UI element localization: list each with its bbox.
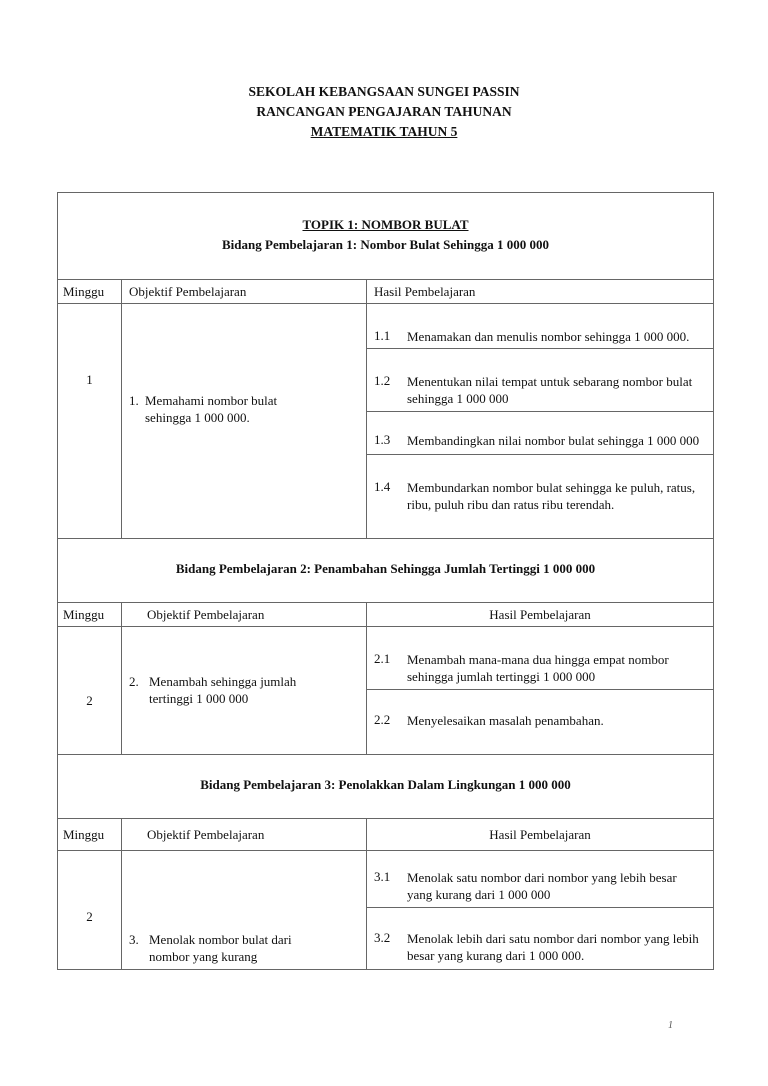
section2-objective-cell <box>121 627 366 754</box>
outcome-number: 1.1 <box>374 328 391 343</box>
section2-row <box>58 627 713 755</box>
col-week-header: Minggu <box>63 607 105 622</box>
col-outcome-header: Hasil Pembelajaran <box>366 603 713 626</box>
school-name: SEKOLAH KEBANGSAAN SUNGEI PASSIN <box>248 84 520 99</box>
outcome-text: Menolak lebih dari satu nombor dari nombor yang lebih besar yang kurang dari 1 000 000. <box>407 931 699 963</box>
section2-outcome-cell <box>366 627 713 754</box>
section1-week-cell <box>58 304 121 538</box>
section3-objective <box>129 931 314 965</box>
document-header <box>0 82 768 142</box>
outcome-1-3 <box>367 411 713 454</box>
objective-text: Menolak nombor bulat dari nombor yang kurang <box>149 932 292 964</box>
section2-title-row <box>58 539 713 603</box>
outcome-number: 2.2 <box>374 712 391 727</box>
section3-week-cell <box>58 851 121 969</box>
objective-number: 1. <box>129 393 139 408</box>
topic-subtitle: Bidang Pembelajaran 1: Nombor Bulat Sehingga 1 000 000 <box>222 237 549 252</box>
outcome-1-4 <box>367 454 713 539</box>
outcome-text: Menolak satu nombor dari nombor yang lebih besar yang kurang dari 1 000 000 <box>407 870 677 902</box>
section2-week-cell <box>58 627 121 754</box>
outcome-text: Menentukan nilai tempat untuk sebarang nombor bulat sehingga 1 000 000 <box>407 374 693 406</box>
section2-week: 2 <box>86 693 93 708</box>
section3-title-row <box>58 755 713 819</box>
outcome-number: 1.4 <box>374 479 391 494</box>
section1-row <box>58 304 713 539</box>
col-outcome-header: Hasil Pembelajaran <box>366 280 713 303</box>
subject-title: MATEMATIK TAHUN 5 <box>310 124 458 139</box>
section1-outcome-cell <box>366 304 713 538</box>
outcome-number: 3.2 <box>374 930 391 945</box>
section3-row <box>58 851 713 969</box>
outcome-3-2 <box>367 907 713 969</box>
col-outcome-header: Hasil Pembelajaran <box>366 819 713 850</box>
section3-week: 2 <box>86 909 93 924</box>
outcome-3-1 <box>367 851 713 907</box>
section3-outcome-cell <box>366 851 713 969</box>
col-objective-header: Objektif Pembelajaran <box>121 603 366 626</box>
section1-week: 1 <box>86 372 93 387</box>
outcome-number: 2.1 <box>374 651 391 666</box>
col-week-header: Minggu <box>63 284 105 299</box>
objective-number: 3. <box>129 932 139 947</box>
section3-objective-cell <box>121 851 366 969</box>
column-header-row <box>58 819 713 851</box>
col-week-header: Minggu <box>63 827 105 842</box>
section2-objective <box>129 673 299 707</box>
topic-title-row <box>58 193 713 280</box>
objective-text: Memahami nombor bulat sehingga 1 000 000. <box>145 393 278 425</box>
section1-objective <box>129 392 289 426</box>
col-objective-header: Objektif Pembelajaran <box>121 280 366 303</box>
column-header-row <box>58 280 713 304</box>
objective-number: 2. <box>129 674 139 689</box>
outcome-2-2 <box>367 689 713 755</box>
column-header-row <box>58 603 713 627</box>
outcome-text: Membundarkan nombor bulat sehingga ke puluh, ratus, ribu, puluh ribu dan ratus ribu terendah. <box>407 480 696 512</box>
section3-title: Bidang Pembelajaran 3: Penolakkan Dalam Lingkungan 1 000 000 <box>200 777 571 792</box>
outcome-text: Menambah mana-mana dua hingga empat nombor sehingga jumlah tertinggi 1 000 000 <box>407 652 669 684</box>
outcome-text: Menyelesaikan masalah penambahan. <box>407 713 604 728</box>
section2-title: Bidang Pembelajaran 2: Penambahan Sehingga Jumlah Tertinggi 1 000 000 <box>175 561 596 576</box>
outcome-number: 1.3 <box>374 432 391 447</box>
outcome-1-1 <box>367 304 713 348</box>
outcome-number: 3.1 <box>374 869 391 884</box>
page-number: 1 <box>668 1020 673 1031</box>
outcome-2-1 <box>367 627 713 689</box>
outcome-text: Membandingkan nilai nombor bulat sehingga 1 000 000 <box>407 433 700 448</box>
outcome-number: 1.2 <box>374 373 391 388</box>
objective-text: Menambah sehingga jumlah tertinggi 1 000 000 <box>149 674 297 706</box>
outcome-1-2 <box>367 348 713 411</box>
section1-objective-cell <box>121 304 366 538</box>
plan-title: RANCANGAN PENGAJARAN TAHUNAN <box>256 104 512 119</box>
topic-title: TOPIK 1: NOMBOR BULAT <box>302 217 469 232</box>
col-objective-header: Objektif Pembelajaran <box>121 819 366 850</box>
outcome-text: Menamakan dan menulis nombor sehingga 1 000 000. <box>407 329 690 344</box>
lesson-plan-table <box>57 192 714 970</box>
